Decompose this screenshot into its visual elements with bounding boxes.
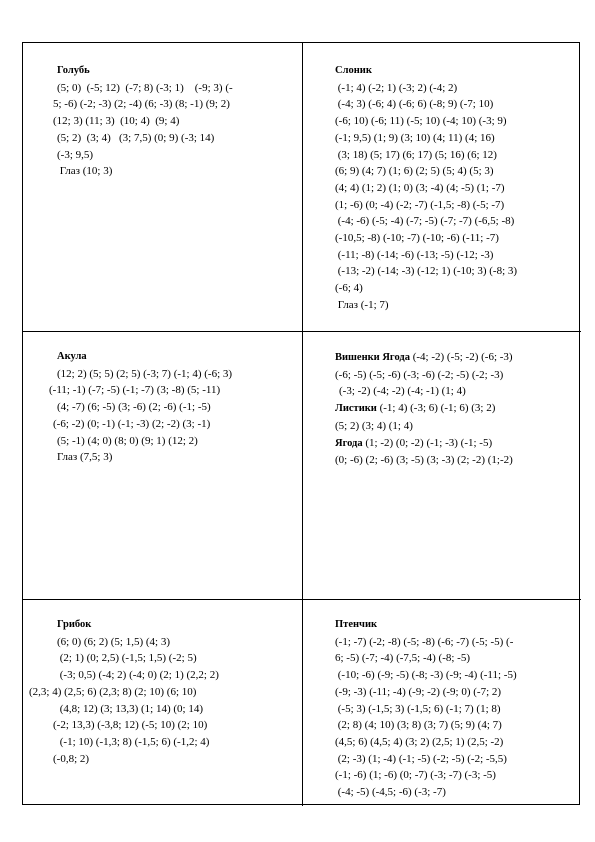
coords-line: (-4; -5) (-4,5; -6) (-3; -7)	[335, 786, 446, 799]
coords-line: (6; 0) (6; 2) (5; 1,5) (4; 3)	[57, 635, 171, 648]
coords-line: (-6; 4)	[335, 282, 363, 295]
coords-line: (-3; 9,5)	[57, 148, 94, 161]
section-heading-leaves: Листики	[335, 403, 377, 415]
coords-text: (-4; -2) (-5; -2) (-6; -3)	[409, 351, 513, 363]
coords-line: (2; -3) (1; -4) (-1; -5) (-2; -5) (-2; -5,5)	[335, 752, 507, 765]
coords-line: (-5; 3) (-1,5; 3) (-1,5; 6) (-1; 7) (1; 8)	[335, 702, 501, 715]
eye-line: Глаз (7,5; 3)	[57, 451, 113, 464]
eye-line: Глаз (10; 3)	[57, 165, 113, 178]
cherries-first-line	[335, 349, 571, 367]
coords-line: (5; 0) (-5; 12) (-7; 8) (-3; 1) (-9; 3) (-	[57, 81, 233, 94]
coords-line: (-3; -2) (-4; -2) (-4; -1) (1; 4)	[339, 385, 466, 398]
card-shark	[23, 331, 302, 599]
coords-line: (-0,8; 2)	[53, 752, 90, 765]
coords-line: (2; 1) (0; 2,5) (-1,5; 1,5) (-2; 5)	[57, 652, 197, 665]
coords-line: (-4; 3) (-6; 4) (-6; 6) (-8; 9) (-7; 10)	[335, 98, 494, 111]
coords-line: (12; 2) (5; 5) (2; 5) (-3; 7) (-1; 4) (-6; 3)	[57, 367, 233, 380]
coords-line: (6; 9) (4; 7) (1; 6) (2; 5) (5; 4) (5; 3)	[335, 165, 494, 178]
card-pigeon	[23, 43, 302, 331]
coords-line: (5; 2) (3; 4) (1; 4)	[335, 419, 413, 432]
coords-line: (-11; -8) (-14; -6) (-13; -5) (-12; -3)	[335, 248, 494, 261]
coords-line: (-1; 9,5) (1; 9) (3; 10) (4; 11) (4; 16)	[335, 131, 495, 144]
coords-text: (-1; 4) (-3; 6) (-1; 6) (3; 2)	[376, 402, 496, 415]
coords-line: (-1; -6) (1; -6) (0; -7) (-3; -7) (-3; -5)	[335, 769, 496, 782]
coords-line: (2,3; 4) (2,5; 6) (2,3; 8) (2; 10) (6; 10)	[29, 685, 197, 698]
coords-line: (-1; -7) (-2; -8) (-5; -8) (-6; -7) (-5; -5) (-	[335, 635, 514, 648]
coords-line: (-10; -6) (-9; -5) (-8; -3) (-9; -4) (-11; -5)	[335, 669, 517, 682]
coords-line: (-9; -3) (-11; -4) (-9; -2) (-9; 0) (-7; 2)	[335, 685, 502, 698]
coords-line: (4; -7) (6; -5) (3; -6) (2; -6) (-1; -5)	[57, 401, 211, 414]
coords-line: (-2; 13,3) (-3,8; 12) (-5; 10) (2; 10)	[53, 719, 208, 732]
coords-line: 5; -6) (-2; -3) (2; -4) (6; -3) (8; -1) (9; 2)	[53, 98, 230, 111]
card-title: Акула	[57, 351, 87, 362]
coords-line: (-6; -2) (0; -1) (-1; -3) (2; -2) (3; -1)	[53, 417, 211, 430]
coords-line: (2; 8) (4; 10) (3; 8) (3; 7) (5; 9) (4; 7)	[335, 719, 502, 732]
coords-line: 6; -5) (-7; -4) (-7,5; -4) (-8; -5)	[335, 652, 471, 665]
coords-line: (1; -6) (0; -4) (-2; -7) (-1,5; -8) (-5; -7)	[335, 198, 505, 211]
card-title: Слоник	[335, 65, 372, 76]
coords-line: (-1; 10) (-1,3; 8) (-1,5; 6) (-1,2; 4)	[57, 735, 210, 748]
coords-line: (4; 4) (1; 2) (1; 0) (3; -4) (4; -5) (1; -7)	[335, 181, 505, 194]
cards-grid	[22, 42, 580, 805]
coords-line: (4,5; 6) (4,5; 4) (3; 2) (2,5; 1) (2,5; -2)	[335, 735, 504, 748]
coords-text: (1; -2) (0; -2) (-1; -3) (-1; -5)	[362, 436, 493, 449]
coords-line: (-4; -6) (-5; -4) (-7; -5) (-7; -7) (-6,5; -8)	[335, 215, 515, 228]
section-heading-berry: Вишенки Ягода	[335, 352, 410, 363]
coords-line: (-6; -5) (-5; -6) (-3; -6) (-2; -5) (-2; -3)	[335, 368, 504, 381]
coords-line: (3; 18) (5; 17) (6; 17) (5; 16) (6; 12)	[335, 148, 497, 161]
card-title: Грибок	[57, 619, 92, 630]
leaves-line	[335, 400, 571, 418]
card-chick	[302, 599, 581, 806]
coords-line: (-13; -2) (-14; -3) (-12; 1) (-10; 3) (-8; 3)	[335, 265, 518, 278]
coords-line: (-3; 0,5) (-4; 2) (-4; 0) (2; 1) (2,2; 2)	[57, 669, 219, 682]
section-heading-berry-2: Ягода	[335, 437, 363, 449]
eye-line: Глаз (-1; 7)	[335, 298, 389, 311]
coords-line: (4,8; 12) (3; 13,3) (1; 14) (0; 14)	[57, 702, 204, 715]
coords-line: (-6; 10) (-6; 11) (-5; 10) (-4; 10) (-3; 9)	[335, 115, 507, 128]
card-cherries	[302, 331, 581, 599]
card-title: Голубь	[57, 65, 90, 76]
berry-line	[335, 435, 571, 453]
card-elephant	[302, 43, 581, 331]
coords-line: (12; 3) (11; 3) (10; 4) (9; 4)	[53, 115, 180, 128]
coords-line: (-11; -1) (-7; -5) (-1; -7) (3; -8) (5; -11)	[49, 384, 221, 397]
card-mushroom	[23, 599, 302, 806]
coords-line: (0; -6) (2; -6) (3; -5) (3; -3) (2; -2) (1;-2)	[335, 454, 513, 467]
coords-line: (5; -1) (4; 0) (8; 0) (9; 1) (12; 2)	[57, 434, 198, 447]
card-title: Птенчик	[335, 619, 378, 630]
coords-line: (5; 2) (3; 4) (3; 7,5) (0; 9) (-3; 14)	[57, 131, 215, 144]
coords-line: (-10,5; -8) (-10; -7) (-10; -6) (-11; -7)	[335, 232, 499, 245]
coords-line: (-1; 4) (-2; 1) (-3; 2) (-4; 2)	[335, 81, 458, 94]
